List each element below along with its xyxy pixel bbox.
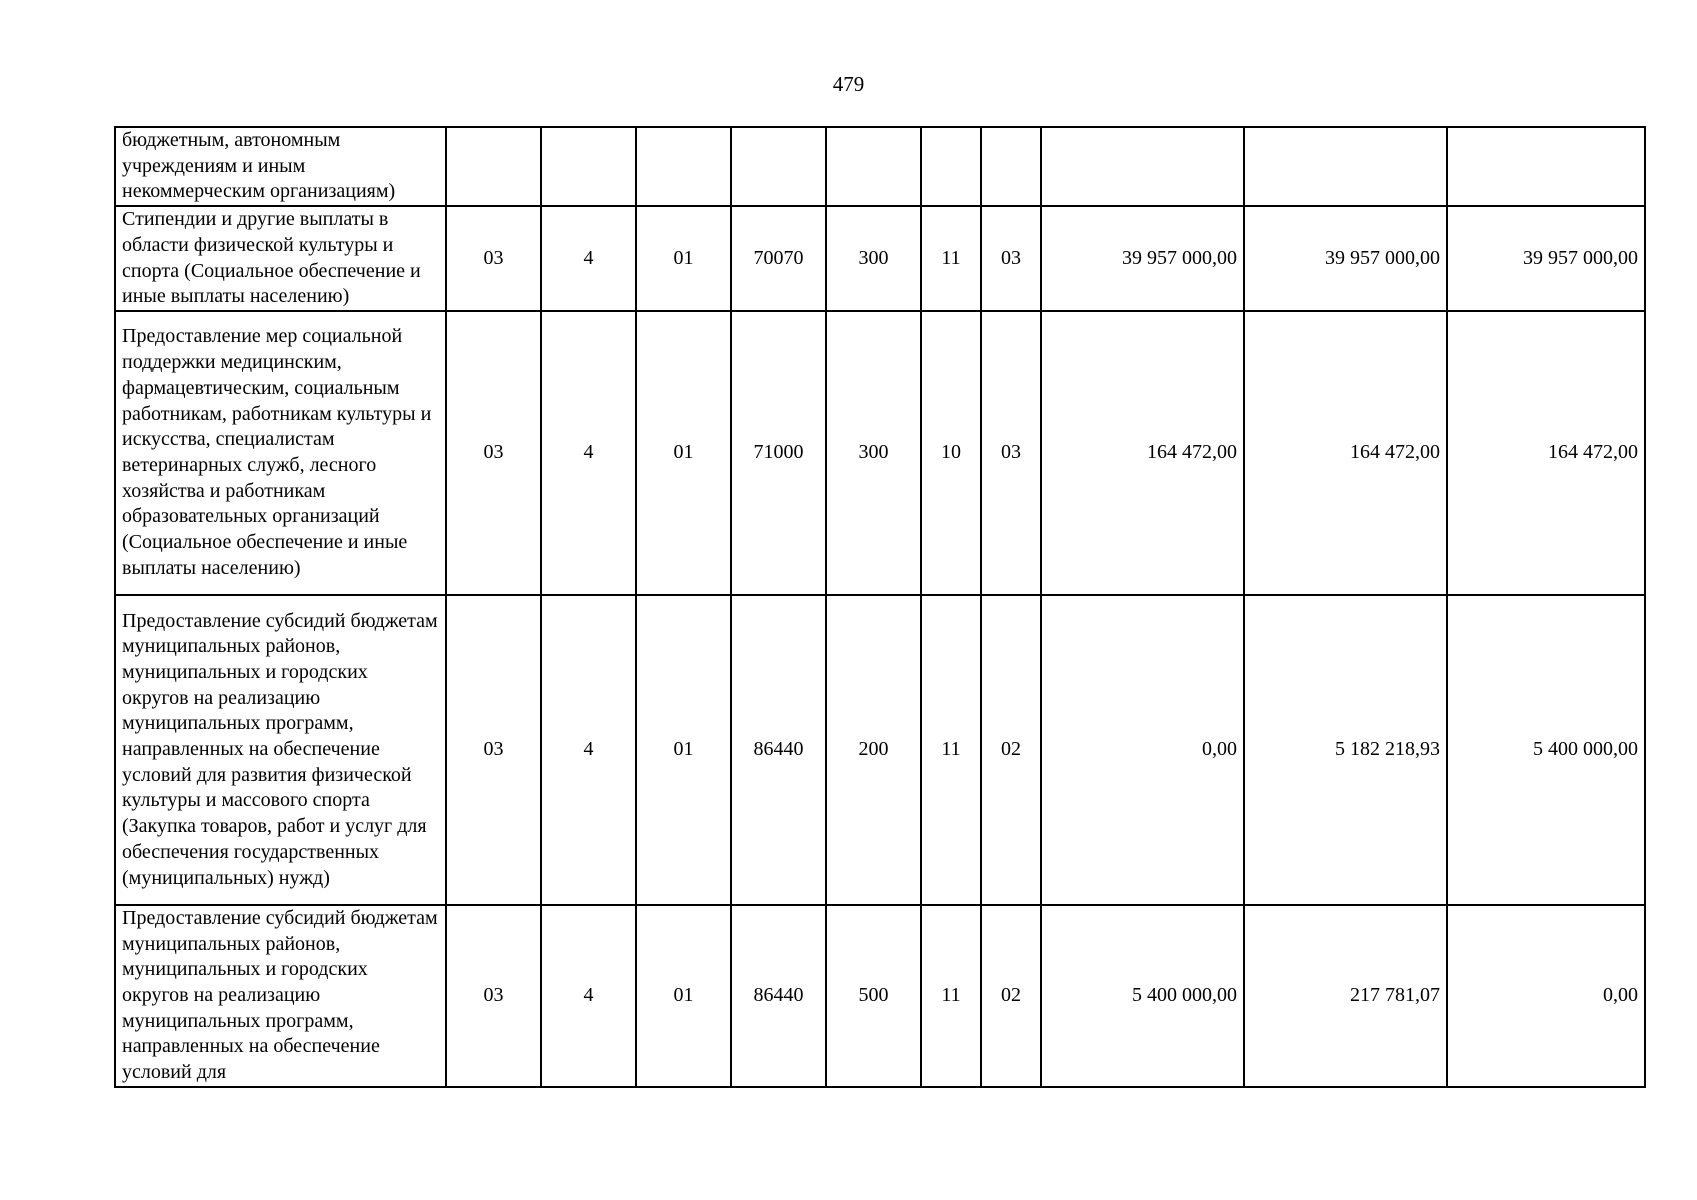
subsection-cell: 02 — [981, 595, 1041, 905]
main-event-code-cell: 01 — [636, 595, 731, 905]
program-code-cell: 03 — [446, 311, 541, 595]
row-name-cell: Стипендии и другие выплаты в области физической культуры и спорта (Социальное обеспечение и иные выплаты населению) — [115, 206, 446, 311]
table-row — [115, 311, 1645, 595]
row-name-cell: Предоставление мер социальной поддержки медицинским, фармацевтическим, социальным работникам, работникам культуры и искусства, специалистам ветеринарных служб, лесного хозяйства и работникам образовательных организаций (Социальное обеспечение и иные выплаты населению) — [115, 311, 446, 595]
amount-cell-2 — [1244, 127, 1447, 206]
amount-cell-2: 39 957 000,00 — [1244, 206, 1447, 311]
amount-cell-3: 164 472,00 — [1447, 311, 1645, 595]
expense-type-cell: 200 — [826, 595, 921, 905]
amount-cell-1: 39 957 000,00 — [1041, 206, 1244, 311]
program-code-cell: 03 — [446, 905, 541, 1087]
program-code-cell — [446, 127, 541, 206]
main-event-code-cell: 01 — [636, 311, 731, 595]
main-event-code-cell — [636, 127, 731, 206]
main-event-code-cell: 01 — [636, 905, 731, 1087]
subprogram-code-cell: 4 — [541, 206, 636, 311]
amount-cell-3: 5 400 000,00 — [1447, 595, 1645, 905]
subprogram-code-cell — [541, 127, 636, 206]
table-row — [115, 206, 1645, 311]
section-cell — [921, 127, 981, 206]
expense-type-cell: 500 — [826, 905, 921, 1087]
direction-code-cell — [731, 127, 826, 206]
direction-code-cell: 86440 — [731, 595, 826, 905]
expense-type-cell — [826, 127, 921, 206]
row-name-cell: Предоставление субсидий бюджетам муниципальных районов, муниципальных и городских округов на реализацию муниципальных программ, направленных на обеспечение условий для — [115, 905, 446, 1087]
amount-cell-2: 217 781,07 — [1244, 905, 1447, 1087]
subsection-cell: 03 — [981, 311, 1041, 595]
subsection-cell: 02 — [981, 905, 1041, 1087]
section-cell: 11 — [921, 206, 981, 311]
program-code-cell: 03 — [446, 206, 541, 311]
subsection-cell: 03 — [981, 206, 1041, 311]
direction-code-cell: 70070 — [731, 206, 826, 311]
main-event-code-cell: 01 — [636, 206, 731, 311]
amount-cell-3 — [1447, 127, 1645, 206]
subsection-cell — [981, 127, 1041, 206]
amount-cell-3: 0,00 — [1447, 905, 1645, 1087]
amount-cell-1 — [1041, 127, 1244, 206]
amount-cell-2: 5 182 218,93 — [1244, 595, 1447, 905]
amount-cell-1: 5 400 000,00 — [1041, 905, 1244, 1087]
section-cell: 11 — [921, 905, 981, 1087]
expense-type-cell: 300 — [826, 311, 921, 595]
amount-cell-1: 164 472,00 — [1041, 311, 1244, 595]
subprogram-code-cell: 4 — [541, 311, 636, 595]
row-name-cell: Предоставление субсидий бюджетам муниципальных районов, муниципальных и городских округов на реализацию муниципальных программ, направленных на обеспечение условий для развития физической культуры и массового спорта (Закупка товаров, работ и услуг для обеспечения государственных (муниципальных) нужд) — [115, 595, 446, 905]
program-code-cell: 03 — [446, 595, 541, 905]
direction-code-cell: 86440 — [731, 905, 826, 1087]
section-cell: 10 — [921, 311, 981, 595]
budget-table — [114, 126, 1646, 1088]
expense-type-cell: 300 — [826, 206, 921, 311]
table-row — [115, 127, 1645, 206]
amount-cell-2: 164 472,00 — [1244, 311, 1447, 595]
table-row — [115, 595, 1645, 905]
page-number: 479 — [832, 72, 865, 96]
amount-cell-3: 39 957 000,00 — [1447, 206, 1645, 311]
table-row — [115, 905, 1645, 1087]
section-cell: 11 — [921, 595, 981, 905]
subprogram-code-cell: 4 — [541, 595, 636, 905]
subprogram-code-cell: 4 — [541, 905, 636, 1087]
row-name-cell: бюджетным, автономным учреждениям и иным некоммерческим организациям) — [115, 127, 446, 206]
direction-code-cell: 71000 — [731, 311, 826, 595]
amount-cell-1: 0,00 — [1041, 595, 1244, 905]
